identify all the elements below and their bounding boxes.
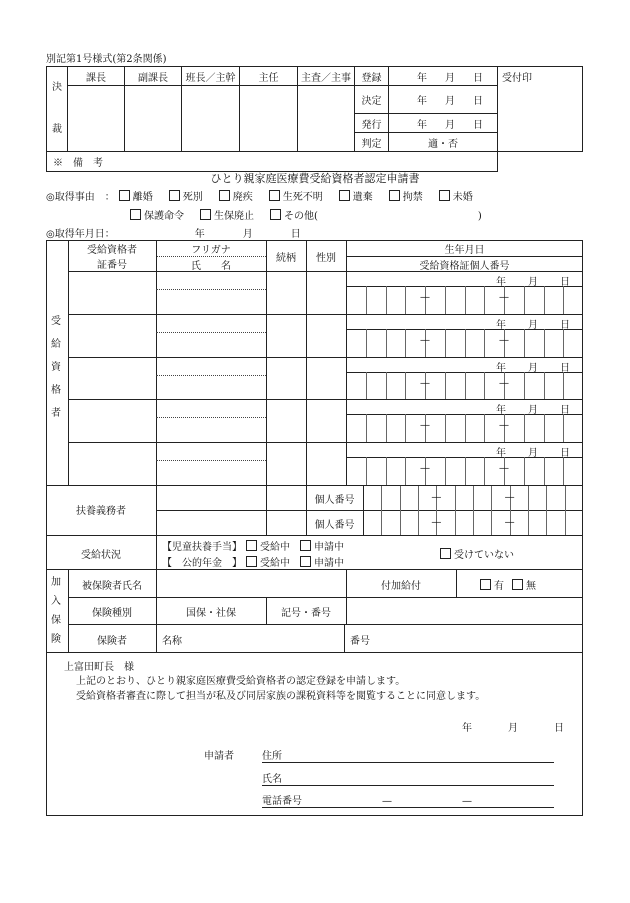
form-title: ひとり親家庭医療費受給資格者認定申請書 [210, 172, 420, 185]
role-shusa: 主査／主事 [298, 67, 355, 86]
sign-box-2 [125, 86, 182, 152]
role-kacho: 課長 [68, 67, 125, 86]
recip-mynum-dash-b-0: — [499, 292, 509, 303]
status-not: 受けていない [436, 546, 514, 561]
extra-benefit-label: 付加給付 [381, 581, 421, 592]
support-label: 扶養義務者 [76, 506, 126, 517]
support-mynum-1: 個人番号 [314, 495, 355, 506]
reg-date-0: 年 月 日 [389, 67, 498, 86]
support-dash-b-0: — [504, 492, 515, 503]
reg-date-2: 年 月 日 [389, 114, 498, 133]
judge-label: 判定 [355, 133, 389, 152]
recip-mynum-dash-b-4: — [499, 463, 509, 475]
reg-label-1: 決定 [355, 86, 389, 114]
recip-mynum-dash-b-2: — [499, 377, 509, 389]
support-dash-a-0: — [431, 492, 442, 503]
recip-dob-1: 年 月 日 [496, 319, 570, 331]
sign-box-1 [68, 86, 125, 152]
recipients-section [46, 240, 583, 485]
support-mynum-2: 個人番号 [314, 520, 355, 531]
role-hancho: 班長／主幹 [182, 67, 240, 86]
remarks-cell: ※ 備 考 [47, 152, 498, 172]
recip-mynum-dash-a-2: — [420, 377, 430, 389]
sign-box-5 [298, 86, 355, 152]
addressee: 上富田町長 様 [64, 662, 134, 673]
recip-dob-4: 年 月 日 [496, 448, 570, 460]
ins-type-value: 国保・社保 [186, 608, 236, 619]
role-shunin: 主任 [240, 67, 298, 86]
judge-value: 適・否 [389, 133, 498, 152]
recip-dob-2: 年 月 日 [496, 362, 570, 374]
recip-dob-0: 年 月 日 [496, 277, 570, 288]
recip-mynum-dash-a-1: — [420, 334, 430, 346]
reg-label-0: 登録 [355, 67, 389, 86]
h-dob: 生年月日 [346, 241, 583, 257]
recip-mynum-dash-a-4: — [420, 463, 430, 475]
h-kana: フリガナ 氏 名 [156, 241, 266, 272]
stamp-cell: 受付印 [498, 67, 583, 152]
status-label: 受給状況 [81, 550, 121, 561]
recip-mynum-dash-b-1: — [499, 334, 509, 346]
form-number: 別記第1号様式(第2条関係) [46, 54, 167, 65]
acq-date: ◎取得年月日： 年 月 日 [46, 229, 301, 240]
support-dash-b-1: — [504, 517, 515, 528]
declaration-date: 年 月 日 [462, 723, 564, 734]
name-field[interactable]: 氏名 [262, 770, 554, 786]
ins-type-label: 保険種別 [92, 608, 132, 619]
reason-row-2: 保護命令 生保廃止 その他( ) [126, 207, 482, 222]
recip-mynum-dash-a-3: — [420, 420, 430, 432]
extra-benefit-options: 有 無 [476, 577, 536, 592]
address-field[interactable]: 住所 [262, 747, 554, 763]
h-mynum: 受給資格証個人番号 [419, 261, 510, 272]
role-fukukacho: 副課長 [125, 67, 182, 86]
recip-mynum-dash-b-3: — [499, 420, 509, 432]
support-dash-a-1: — [431, 517, 442, 528]
h-cert: 受給資格者 証番号 [87, 245, 137, 271]
status-child: 【児童扶養手当】 受給中 申請中 [162, 542, 344, 553]
reason-row-1: ◎取得事由 ： 離婚 死別 廃疾 生死不明 遺棄 拘禁 未婚 [46, 192, 473, 203]
recipients-side: 受 給 資 格 者 [46, 240, 69, 485]
declaration-p1: 上記のとおり、ひとり親家庭医療費受給資格者の認定登録を申請します。 [76, 676, 406, 687]
recip-dob-3: 年 月 日 [496, 405, 570, 417]
status-section [46, 535, 583, 570]
reg-date-1: 年 月 日 [389, 86, 498, 114]
insurance-section: 加 入 保 険 被保険者氏名 付加給付 有 無 保険種別 国保・社保 記号・番号 保険者 名称 番号 [46, 569, 583, 653]
kessai-cell: 決 裁 [47, 67, 68, 152]
declaration-section [46, 652, 583, 817]
h-sex: 性別 [316, 253, 336, 264]
phone-field[interactable]: 電話番号 — — [262, 792, 554, 808]
insurer-number-label: 番号 [350, 636, 370, 647]
reg-label-2: 発行 [355, 114, 389, 133]
insured-name-label: 被保険者氏名 [82, 581, 142, 592]
approval-table [46, 66, 583, 172]
recip-mynum-dash-a-0: — [420, 292, 430, 303]
status-pension: 【 公的年金 】 受給中 申請中 [162, 558, 344, 569]
h-rel: 続柄 [276, 253, 296, 264]
insurer-name-label: 名称 [162, 636, 182, 647]
symbol-label: 記号・番号 [281, 608, 331, 619]
declaration-p2: 受給資格者審査に際して担当が私及び同居家族の課税資料等を閲覧することに同意します。 [76, 691, 486, 702]
applicant-label: 申請者 [204, 751, 234, 762]
sign-box-4 [240, 86, 298, 152]
sign-box-3 [182, 86, 240, 152]
support-section [46, 485, 583, 536]
insurer-label: 保険者 [97, 636, 127, 647]
